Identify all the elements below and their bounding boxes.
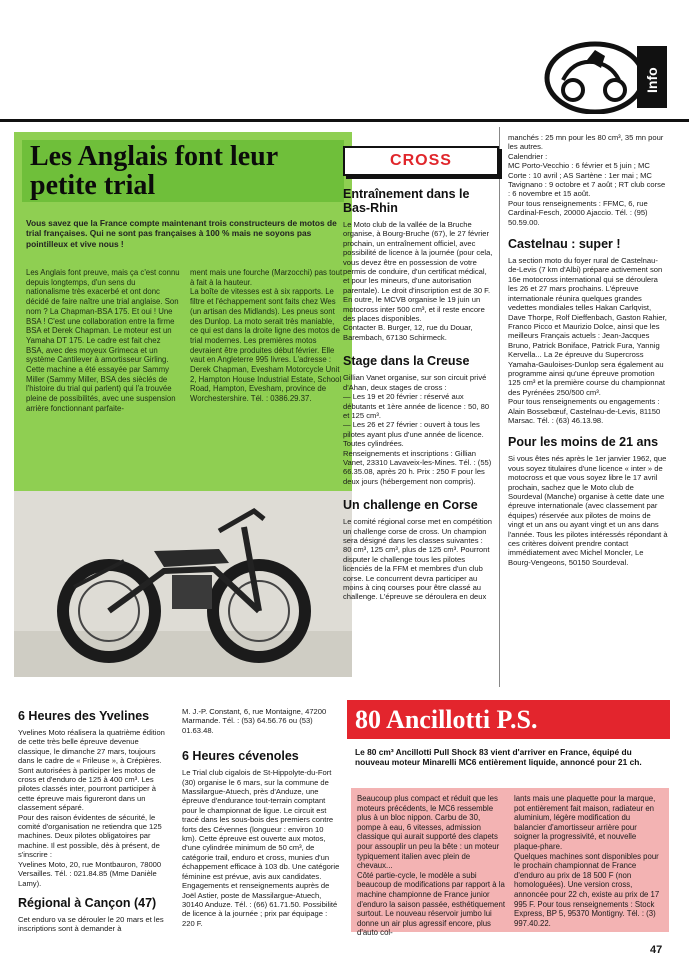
cross-tag: CROSS	[343, 146, 499, 176]
cross-article3-title: Un challenge en Corse	[343, 498, 478, 513]
moins-21-ans-title: Pour les moins de 21 ans	[508, 435, 659, 450]
anglais-col1: Les Anglais font preuve, mais ça c'est connu depuis longtemps, d'un sens du nationalisme très exacerbé et ont donc décidé de faire naître une trial anglaise. Son nom ? La Chapman-BSA 175. Et oui ! Une BSA ! C'est une collaboration entre la firme BSA et Derek Chapman. Le moteur est un Yamaha DT 175. Le cadre est fait chez BSA, avec des moyeux Grimeca et un système Cantilever à amortisseur Girling. Cette machine a été essayée par Sammy Miller (Sammy Miller, BSA des sièclés de l'histoire du trial qui parlent) qui l'a trouvée pleine de possibilités, avec une suspension arrière fonctionnant parfaite-	[26, 268, 180, 413]
castelnau-title: Castelnau : super !	[508, 237, 621, 252]
ancillotti-col2: lants mais une plaquette pour la marque, pot entièrement fait maison, radiateur en aluminium, légère modification du balancier d'amortisseur arrière pour soigner la progressivité, et nouvelle plaque-phare. Quelques machines sont disponibles pour le prochain championnat de France d'enduro au prix de 18 500 F (non homologuées). Une version cross, annoncée pour 22 ch, existe au prix de 17 995 F. Pour tous renseignements : Stock Express, BP 5, 95370 Montigny. Tél. : (3) 997.40.22.	[514, 794, 660, 928]
ancillotti-col1: Beaucoup plus compact et réduit que les moteurs précédents, le MC6 ressemble plus à un bloc nippon. Carbu de 30, pompe à eau, 6 vitesses, admission classique qui aurait supporté des clapets pour assouplir un peu la bête : un moteur typiquement italien avec plein de chevaux... Côté partie-cycle, le modèle a subi beaucoup de modifications par rapport à la machine championne de France junior d'enduro la saison passée, esthétiquement surtout. Le nouveau réservoir jumbo lui donne un air plus agressif encore, plus d'auto col-	[357, 794, 505, 938]
ancillotti-title: 80 Ancillotti P.S.	[347, 700, 670, 739]
cross-column	[343, 185, 493, 602]
cross-article1-text: Le Moto club de la vallée de la Bruche organise, à Bourg-Bruche (67), le 27 février prochain, un entraînement officiel, avec possibilité de licence à la journée (pour cela, vous devez être en possession de votre permis de conduire, d'un certificat médical, et pour les mineurs, d'une autorisation parentale). Le droit d'inscription est de 30 F. En outre, le MCVB organise le 19 juin un motocross inter 500 cm³, et il reste encore des places disponibles. Contacter B. Burger, 12, rue du Douar, Barembach, 67130 Schirmeck.	[343, 220, 493, 342]
bottom-left-column	[18, 707, 173, 934]
ancillotti-body	[351, 788, 669, 938]
ancillotti-lead: Le 80 cm³ Ancillotti Pull Shock 83 vient d'arriver en France, équipé du nouveau moteur Minarelli MC6 entièrement liquide, annoncé pour 21 ch.	[355, 747, 642, 768]
cancon-title: Régional à Cançon (47)	[18, 895, 157, 910]
top-rule	[0, 119, 689, 122]
anglais-lead: Vous savez que la France compte maintenant trois constructeurs de motos de trial françaises. Qui ne sont pas françaises à 100 % mais ne soyons pas pointilleux et vive nous !	[26, 218, 337, 249]
anglais-col2: ment mais une fourche (Marzocchi) pas tout à fait à la hauteur. La boîte de vitesses est à six rapports. Le filtre et l'échappement sont faits chez Wes (un artisan des Midlands). Les pneus sont des Dunlop. La moto serait très maniable, ce qui est dans la droite ligne des motos de trial modernes. Les premières motos devraient être produites début février. Elle vaut en Angleterre 995 livres. L'adresse : Derek Chapman, Evesham Motorcycle Unit 2, Hampton House Industrial Estate, School Road, Hampton, Evesham, province de Worchestershire. Tél. : 0386.29.37.	[190, 268, 343, 404]
cross-article3-text: Le comité régional corse met en compétition un challenge corse de cross. Un champion sera désigné dans les classes suivantes : 80 cm³, 125 cm³, plus de 125 cm³. Pourront disputer le challenge tous les pilotes licenciés de la FFM et membres d'un club corse. Le concurrent devra participer au moins à cinq courses pour être classé au challenge. L'épreuve se déroulera en deux	[343, 517, 492, 602]
corse-calendar-text: manchés : 25 mn pour les 80 cm³, 35 mn pour les autres. Calendrier : MC Porto-Vecchio : 6 février et 5 juin ; MC Corte : 10 avril ; AS Sartène : 1er mai ; MC Tavignano : 9 octobre et 7 août ; RT club corse : 6 novembre et 15 août. Pour tous renseignements : FFMC, 6, rue Cardinal-Fesch, 20000 Ajaccio. Tél. : (95) 50.59.00.	[508, 133, 666, 227]
cross-article1-title: Entraînement dans le Bas-Rhin	[343, 187, 470, 215]
trial-motorcycle-photo	[14, 491, 352, 677]
anglais-columns	[26, 268, 344, 414]
cross-article2-title: Stage dans la Creuse	[343, 354, 470, 369]
right-column	[508, 133, 668, 567]
anglais-title: Les Anglais font leur petite trial	[22, 140, 344, 202]
info-logo	[533, 40, 671, 114]
ancillotti-article	[347, 700, 670, 938]
column-divider	[499, 127, 500, 687]
cancon-text: Cet enduro va se dérouler le 20 mars et les inscriptions sont à demander à	[18, 914, 164, 934]
yvelines-text: Yvelines Moto réalisera la quatrième édition de cette très belle épreuve devenue classique, le dimanche 27 mars, toujours dans le cadre de « Frileuse », à Crépières. Sont autorisées à participer les motos de cross et d'enduro de 125 à 400 cm³. Les pilotes classés inter, pourront participer à cette épreuve mais figureront dans un classement séparé. Pour des raison évidentes de sécurité, le comité d'organisation ne retiendra que 125 machines. Deux pilotes obligatoires par machine. Il est possible, dès à présent, de s'inscrire : Yvelines Moto, 20, rue Montbauron, 78000 Versailles. Tél. : 021.84.85 (Mme Danièle Lamy).	[18, 728, 165, 888]
page-number: 47	[650, 944, 663, 956]
moins-21-ans-text: Si vous êtes nés après le 1er janvier 1962, que vous soyez titulaires d'une licence « inter » de motocross et que vous soyez libre le 17 avril prochain, sachez que le Moto club de Sourdeval (Manche) organise à cette date une épreuve internationale (avec classement par équipes) réservée aux pilotes de moins de vingt et un ans ou ayant vingt et un ans dans l'année. Tous les pilotes intéressés répondant à ces critères doivent prendre contact immédiatement avec Michel Moncler, Le Bourg-Vengeons, 50150 Sourdeval.	[508, 454, 668, 567]
logo-text: Info	[644, 67, 660, 93]
cevenoles-title: 6 Heures cévenoles	[182, 749, 299, 764]
castelnau-text: La section moto du foyer rural de Castelnau-de-Levis (7 km d'Albi) prépare activement son 16e motocross international qui se déroulera les 26 et 27 mars prochains. L'épreuve internationale réunira quelques grandes vedettes mondiales telles Hakan Carlqvist, Dave Thorpe, Rolf Dieffenbach, Gaston Rahier, Franco Picco et Maurizio Dolce, ainsi que les meilleurs Français actuels : Jean-Jacques Bruno, Patrick Boniface, Patrick Fura, Yannig Kervella... La 2e épreuve du Supercross Yamaha-Gauloises-Dunlop sera également au programme ainsi qu'une épreuve promotion 125 cm³ et la première course du championnat des Pyrénées 250/500 cm³. Pour tous renseignements ou engagements : Alain Bossebœuf, Castelnau-de-Levis, 81150 Marsac. Tél. : (63) 46.13.98.	[508, 256, 667, 425]
bottom-mid-column	[182, 707, 340, 928]
cross-article2-text: Gillian Vanet organise, sur son circuit privé d'Ahan, deux stages de cross : — Les 19 et 20 février : réservé aux débutants et 1ère année de licence : 50, 80 et 125 cm³. — Les 26 et 27 février : ouvert à tous les pilotes ayant plus d'une année de licence. Toutes cylindrées. Renseignements et inscriptions : Gillian Vanet, 23310 Lavaveix-les-Mines. Tél. : (55) 66.35.08, après 20 h. Prix : 250 F pour les deux jours (hébergement non compris).	[343, 373, 492, 486]
cevenoles-text: Le Trial club cigalois de St-Hippolyte-du-Fort (30) organise le 6 mars, sur la commune de Massilargue-Atuech, près d'Anduze, une épreuve d'endurance tout-terrain comptant pour le championnat de ligue. Le circuit est tracé dans les sous-bois des premiers contre forts des Cévennes (longueur : environ 10 km). Cette épreuve est ouverte aux motos, d'une cylindrée minimum de 50 cm³, de catégorie trail, enduro et cross, munies d'un échappement efficace à 103 db. Une catégorie féminine est prévue, avis aux candidates. Engagements et renseignements auprès de Joël Astier, poste de Massilargue-Atuech, 30140 Anduze. Tél. : (66) 61.71.50. Possibilité de licence à la journée ; prix par équipage : 220 F.	[182, 768, 340, 928]
cancon-continued-text: M. J.-P. Constant, 6, rue Montaigne, 47200 Marmande. Tél. : (53) 64.56.76 ou (53) 01.63.48.	[182, 707, 327, 735]
yvelines-title: 6 Heures des Yvelines	[18, 709, 150, 723]
